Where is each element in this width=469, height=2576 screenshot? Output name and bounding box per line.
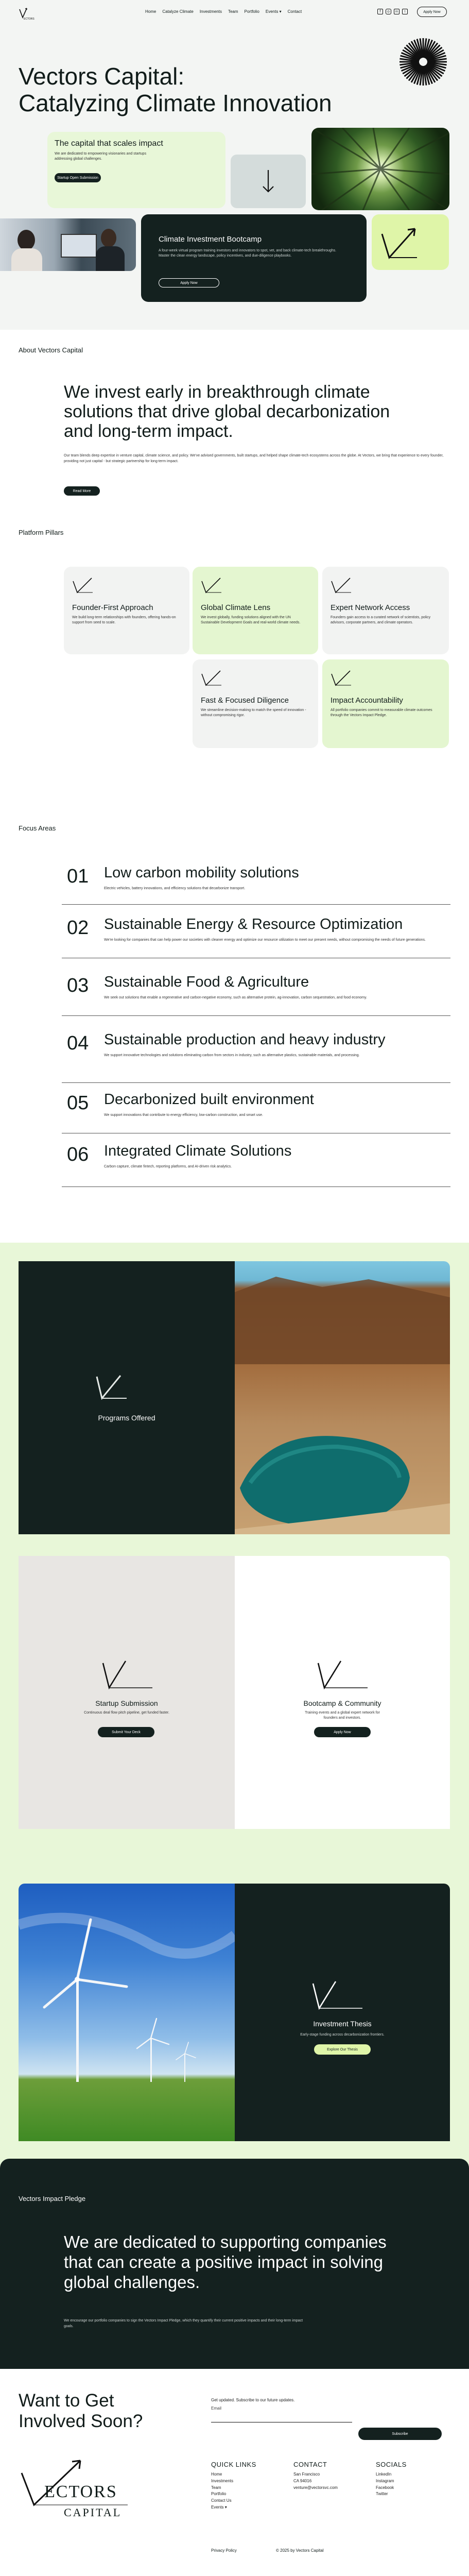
focus-desc: Electric vehicles, battery innovations, and efficiency solutions that decarbonize transport. bbox=[104, 887, 246, 890]
contact-city: San Francisco bbox=[293, 2472, 320, 2477]
chevron-down-icon: ▾ bbox=[224, 2504, 227, 2510]
nav-item-events[interactable] bbox=[266, 9, 282, 14]
instagram-icon[interactable]: ◎ bbox=[386, 9, 391, 14]
nav-item-team[interactable]: Team bbox=[228, 9, 238, 14]
pillar-card-0 bbox=[64, 567, 189, 654]
focus-title: Integrated Climate Solutions bbox=[104, 1143, 292, 1159]
wind-turbine-image bbox=[19, 1884, 235, 2141]
bootcamp-title: Climate Investment Bootcamp bbox=[159, 235, 262, 244]
svg-text:ECTORS: ECTORS bbox=[24, 18, 34, 21]
check-vector-icon bbox=[201, 670, 222, 687]
social-link-instagram[interactable]: Instagram bbox=[376, 2478, 394, 2483]
startup-submission-card bbox=[19, 1556, 235, 1829]
footer-link-home[interactable]: Home bbox=[211, 2472, 222, 2477]
nav-item-home[interactable]: Home bbox=[145, 9, 157, 14]
pillar-title: Global Climate Lens bbox=[201, 603, 271, 612]
facebook-icon[interactable]: f bbox=[377, 9, 383, 14]
arrow-down-icon bbox=[259, 169, 277, 194]
startup-body: Continuous deal flow pitch pipeline, get funded faster. bbox=[84, 1711, 169, 1715]
forest-image bbox=[311, 128, 449, 210]
contact-email[interactable]: venture@vectorsvc.com bbox=[293, 2485, 338, 2490]
pillar-title: Expert Network Access bbox=[331, 603, 410, 612]
twitter-icon[interactable]: t bbox=[402, 9, 408, 14]
vector-logo-icon bbox=[316, 1659, 369, 1690]
focus-title: Sustainable Food & Agriculture bbox=[104, 974, 309, 990]
bootcamp-card bbox=[141, 214, 367, 302]
focus-item bbox=[62, 1028, 450, 1083]
pillar-title: Impact Accountability bbox=[331, 696, 403, 705]
quick-links-title: QUICK LINKS bbox=[211, 2461, 256, 2468]
team-photo bbox=[0, 218, 136, 271]
focus-desc: We seek out solutions that enable a regenerative and carbon-negative economy, such as alternative protein, ag-innovation, carbon sequestration, and food economy. bbox=[104, 996, 367, 999]
pillar-card-3 bbox=[193, 659, 318, 748]
nav-item-investments[interactable]: Investments bbox=[199, 9, 222, 14]
pledge-label: Vectors Impact Pledge bbox=[19, 2195, 86, 2202]
footer-cta-line2: Involved Soon? bbox=[19, 2411, 143, 2431]
focus-title: Decarbonized built environment bbox=[104, 1091, 314, 1108]
focus-title: Sustainable Energy & Resource Optimization bbox=[104, 916, 403, 933]
pillar-body: We invest globally, funding solutions aligned with the UN Sustainable Development Goals and real-world climate needs. bbox=[201, 616, 301, 624]
footer-link-contact[interactable]: Contact Us bbox=[211, 2498, 232, 2503]
focus-desc: We support innovative technologies and solutions eliminating carbon from sectors in industry, such as alternative plastics, sustainable materials, and processing. bbox=[104, 1054, 360, 1057]
footer-cta-line1: Want to Get bbox=[19, 2391, 114, 2411]
hero-card-title: The capital that scales impact bbox=[55, 139, 163, 148]
focus-desc: Carbon capture, climate fintech, reporting platforms, and AI-driven risk analytics. bbox=[104, 1165, 232, 1168]
vector-logo-icon bbox=[101, 1659, 153, 1690]
footer-logo-word1: ECTORS bbox=[44, 2482, 117, 2501]
focus-item bbox=[62, 1088, 450, 1133]
bootcamp-community-body: Training events and a global expert network for founders and investors. bbox=[305, 1711, 380, 1720]
focus-number: 06 bbox=[67, 1144, 89, 1165]
footer-link-team[interactable]: Team bbox=[211, 2485, 221, 2490]
about-read-more-button[interactable]: Read More bbox=[64, 486, 100, 496]
main-nav bbox=[145, 9, 302, 14]
subscribe-text: Get updated. Subscribe to our future updates. bbox=[211, 2398, 295, 2402]
focus-item bbox=[62, 861, 450, 905]
focus-item bbox=[62, 1140, 450, 1187]
startup-title: Startup Submission bbox=[95, 1699, 158, 1707]
nav-item-catalyze-climate[interactable]: Catalyze Climate bbox=[162, 9, 194, 14]
hero-impact-card bbox=[47, 132, 225, 208]
pillar-body: We streamline decision-making to match the speed of innovation - without compromising rigor. bbox=[201, 708, 306, 717]
check-vector-icon bbox=[331, 670, 352, 687]
about-label: About Vectors Capital bbox=[19, 346, 83, 354]
footer-link-investments[interactable]: Investments bbox=[211, 2478, 234, 2483]
nav-item-events-label: Events bbox=[265, 9, 279, 14]
bootcamp-community-apply-button[interactable]: Apply Now bbox=[314, 1727, 371, 1737]
hero-arrow-card bbox=[231, 155, 306, 208]
hero-title bbox=[19, 63, 332, 116]
footer-cta bbox=[19, 2391, 143, 2432]
pillar-card-4 bbox=[322, 659, 449, 748]
social-link-linkedin[interactable]: LinkedIn bbox=[376, 2472, 392, 2477]
footer-quick-links bbox=[211, 2461, 256, 2511]
lake-mountain-image bbox=[235, 1261, 450, 1534]
check-vector-icon bbox=[331, 577, 352, 595]
hero-submission-button[interactable]: Startup Open Submission bbox=[55, 173, 101, 182]
pledge-section bbox=[0, 2159, 469, 2369]
footer-logo[interactable] bbox=[19, 2458, 132, 2530]
pillar-card-1 bbox=[193, 567, 318, 654]
footer-link-events-label: Events bbox=[211, 2504, 224, 2510]
check-vector-icon bbox=[72, 577, 94, 595]
programs-offered-card bbox=[19, 1261, 235, 1534]
bootcamp-community-card bbox=[235, 1556, 450, 1829]
social-link-twitter[interactable]: Twitter bbox=[376, 2492, 388, 2497]
focus-desc: We support innovations that contribute to energy efficiency, low-carbon construction, and smart use. bbox=[104, 1113, 263, 1117]
nav-logo[interactable] bbox=[19, 7, 39, 21]
pledge-headline: We are dedicated to supporting companies that can create a positive impact in solving global challenges. bbox=[64, 2232, 387, 2292]
focus-title: Low carbon mobility solutions bbox=[104, 865, 299, 881]
email-field[interactable]: Email bbox=[211, 2404, 352, 2422]
pillars-label: Platform Pillars bbox=[19, 529, 64, 536]
focus-number: 01 bbox=[67, 866, 89, 887]
focus-label: Focus Areas bbox=[19, 824, 56, 832]
focus-desc: We're looking for companies that can help power our societies with cleaner energy and optimize our resource utilization to meet our present needs, without compromising the needs of future generations. bbox=[104, 938, 426, 942]
vector-logo-icon bbox=[311, 1979, 363, 2010]
social-link-facebook[interactable]: Facebook bbox=[376, 2485, 394, 2490]
subscribe-button[interactable]: Subscribe bbox=[358, 2428, 442, 2440]
footer-link-events[interactable] bbox=[211, 2504, 256, 2511]
footer-logo-word2: CAPITAL bbox=[64, 2506, 122, 2519]
submit-deck-button[interactable]: Submit Your Deck bbox=[98, 1727, 154, 1737]
growth-arrow-card bbox=[372, 214, 449, 270]
contact-zip: CA 94016 bbox=[293, 2478, 312, 2483]
linkedin-icon[interactable]: in bbox=[394, 9, 399, 14]
bootcamp-body: A four-week virtual program training investors and innovators to spot, vet, and back climate-tech breakthroughs. Master the clean energy landscape, policy incentives, and due-diligence playbooks. bbox=[159, 249, 337, 258]
bootcamp-apply-button[interactable]: Apply Now bbox=[159, 278, 219, 287]
pillar-body: Founders gain access to a curated network of scientists, policy advisors, corporate partners, and climate operators. bbox=[331, 616, 431, 624]
pledge-body: We encourage our portfolio companies to sign the Vectors Impact Pledge, which they quantify their current positive impacts and their long-term impact goals. bbox=[64, 2319, 303, 2328]
explore-thesis-button[interactable]: Explore Our Thesis bbox=[314, 2044, 371, 2055]
hero-card-body: We are dedicated to empowering visionaries and startups addressing global challenges. bbox=[55, 152, 147, 161]
pillar-title: Fast & Focused Diligence bbox=[201, 696, 289, 705]
footer-link-portfolio[interactable]: Portfolio bbox=[211, 2492, 227, 2497]
privacy-policy-link[interactable]: Privacy Policy bbox=[211, 2548, 237, 2553]
sunburst-icon bbox=[397, 36, 449, 88]
programs-offered-label: Programs Offered bbox=[98, 1414, 155, 1422]
nav-socials bbox=[377, 9, 408, 14]
footer-socials bbox=[376, 2461, 407, 2498]
pillar-body: All portfolio companies commit to measurable climate outcomes through the Vectors Impact Pledge. bbox=[331, 708, 432, 717]
growth-arrow-icon bbox=[379, 222, 418, 261]
nav-item-contact[interactable]: Contact bbox=[287, 9, 302, 14]
contact-title: CONTACT bbox=[293, 2461, 327, 2468]
check-vector-icon bbox=[201, 577, 222, 595]
pillar-body: We build long-term relationships with founders, offering hands-on support from seed to scale. bbox=[72, 616, 176, 624]
focus-item bbox=[62, 971, 450, 1016]
about-headline: We invest early in breakthrough climate solutions that drive global decarbonization and long-term impact. bbox=[64, 382, 390, 441]
focus-title: Sustainable production and heavy industry bbox=[104, 1031, 386, 1048]
focus-item bbox=[62, 913, 450, 958]
bootcamp-community-title: Bootcamp & Community bbox=[303, 1699, 381, 1707]
hero-title-line1: Vectors Capital: bbox=[19, 63, 185, 90]
thesis-body: Early-stage funding across decarbonization frontiers. bbox=[300, 2033, 385, 2037]
thesis-title: Investment Thesis bbox=[313, 2020, 372, 2028]
footer-contact bbox=[293, 2461, 338, 2491]
chevron-down-icon: ▾ bbox=[279, 9, 282, 14]
pillar-card-2 bbox=[322, 567, 449, 654]
focus-number: 03 bbox=[67, 975, 89, 996]
nav-item-portfolio[interactable]: Portfolio bbox=[244, 9, 259, 14]
hero-title-line2: Catalyzing Climate Innovation bbox=[19, 90, 332, 116]
about-body: Our team blends deep expertise in venture capital, climate science, and policy. We've advised governments, built startups, and helped shape climate-tech ecosystems across the globe. At Vectors, we bring that experience to every founder, providing not just capital - but strategic partnership for long-term impact. bbox=[64, 454, 444, 463]
socials-title: SOCIALS bbox=[376, 2461, 407, 2468]
investment-thesis-card bbox=[235, 1884, 450, 2141]
pillar-title: Founder-First Approach bbox=[72, 603, 153, 612]
focus-number: 02 bbox=[67, 917, 89, 939]
focus-number: 05 bbox=[67, 1092, 89, 1114]
nav-apply-button[interactable]: Apply Now bbox=[417, 7, 447, 17]
vectors-logo-icon bbox=[19, 7, 39, 21]
focus-number: 04 bbox=[67, 1032, 89, 1054]
vector-logo-icon bbox=[95, 1374, 128, 1400]
copyright: © 2025 by Vectors Capital bbox=[276, 2548, 324, 2553]
